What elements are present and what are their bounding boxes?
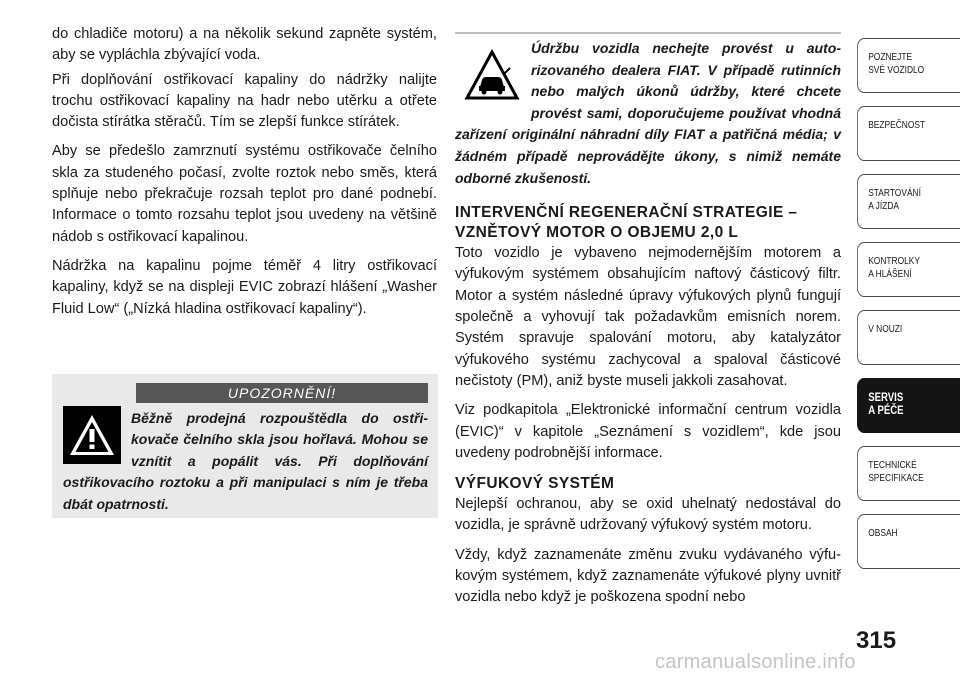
tab-warning-lights[interactable]: KONTROLKY A HLÁŠENÍ (857, 242, 960, 297)
note-box (455, 32, 841, 189)
exhaust-paragraph-1: Nejlepší ochranou, aby se oxid uhelnatý nedostával do vozidla, je správně udržovaný výfukový systém motoru. (455, 496, 841, 534)
warning-title: UPOZORNĚNÍ! (136, 383, 428, 403)
section-heading-exhaust: VÝFUKOVÝ SYSTÉM (455, 475, 615, 493)
left-paragraph-4: Nádržka na kapalinu pojme téměř 4 litry ostřikovací kapaliny, když se na displeji EVIC zobrazí hlášení „Washer Fluid Low“ („Nízká hladina ostřikovací kapaliny“). (52, 257, 437, 317)
note-text: Údržbu vozidla nechejte provést u autorizovaného dealera FIAT. V případě rutinních nebo malých úkonů údržby, které chcete provést sami, doporučujeme používat vhodná zařízení originální náhradní díly FIAT a patřičná média; v žádném případě neprovádějte úkony, s nimiž nemáte odborné zkušenosti. (455, 40, 841, 186)
watermark: carmanualsonline.info (655, 651, 856, 673)
page-number: 315 (856, 627, 897, 654)
exhaust-paragraph-2: Vždy, když zaznamenáte změnu zvuku vydávaného výfukovým systémem, když zaznamenáte výfukové plyny uvnitř vozidla nebo když je poškozena spodní nebo (455, 546, 841, 606)
warning-triangle-icon (63, 406, 121, 464)
tab-emergency[interactable]: V NOUZI (857, 310, 960, 365)
left-column (52, 24, 437, 328)
right-column (455, 32, 841, 617)
vehicle-warning-icon (463, 46, 521, 104)
left-paragraph-2: Při doplňování ostřikovací kapaliny do nádržky nalijte trochu ostřikovací kapaliny na hadr nebo utěrku a otřete dočista stírátka stěračů. Tím se zlepší funkce stírátek. (52, 71, 437, 131)
tab-service-care[interactable]: SERVIS A PÉČE (857, 378, 960, 433)
tab-safety[interactable]: BEZPEČNOST (857, 106, 960, 161)
chapter-tabs (857, 38, 960, 582)
regeneration-paragraph-1: Toto vozidlo je vybaveno nejmodernějším motorem a výfukovým systémem obsahujícím naftový částicový filtr. Motor a systém následné úpravy výfukových plynů fungují společně a vyhovují tak požadavkům emisních norem. Systém spravuje spalování motoru, aby katalyzátor výfukového systému zachycoval a spaloval částicové nečistoty (PM), aniž byste museli jakkoli zasahovat. (455, 245, 841, 389)
regeneration-paragraph-2: Viz podkapitola „Elektronické informační centrum vozidla (EVIC)“ v kapitole „Seznámení s vozidlem“, kde jsou uvedeny podrobnější informace. (455, 402, 841, 461)
warning-box (52, 374, 438, 518)
tab-contents[interactable]: OBSAH (857, 514, 960, 569)
warning-text: Běžně prodejná rozpouštědla do ostřikovače čelního skla jsou hořlavá. Mohou se vznítit a popálit vás. Při doplňování ostřikovacího roztoku a při manipulaci s ním je třeba dbát opatrnosti. (63, 410, 428, 512)
section-heading-regeneration: INTERVENČNÍ REGENERAČNÍ STRATEGIE –VZNĚTOVÝ MOTOR O OBJEMU 2,0 L (455, 204, 798, 242)
tab-know-your-vehicle[interactable]: POZNEJTE SVÉ VOZIDLO (857, 38, 960, 93)
left-paragraph-3: Aby se předešlo zamrznutí systému ostřikovače čelního skla za studeného počasí, zvolte roztok nebo směs, která splňuje nebo překračuje rozsah teplot pro dané podnebí. Informace o tomto rozsahu teplot jsou uvedeny na většině nádob s ostřikovací kapalinou. (52, 143, 437, 245)
note-divider (455, 32, 841, 34)
tab-technical-specs[interactable]: TECHNICKÉ SPECIFIKACE (857, 446, 960, 501)
left-paragraph-1: do chladiče motoru) a na několik sekund zapněte systém, aby se vypláchla zbývající voda. (52, 26, 437, 64)
tab-starting-driving[interactable]: STARTOVÁNÍ A JÍZDA (857, 174, 960, 229)
